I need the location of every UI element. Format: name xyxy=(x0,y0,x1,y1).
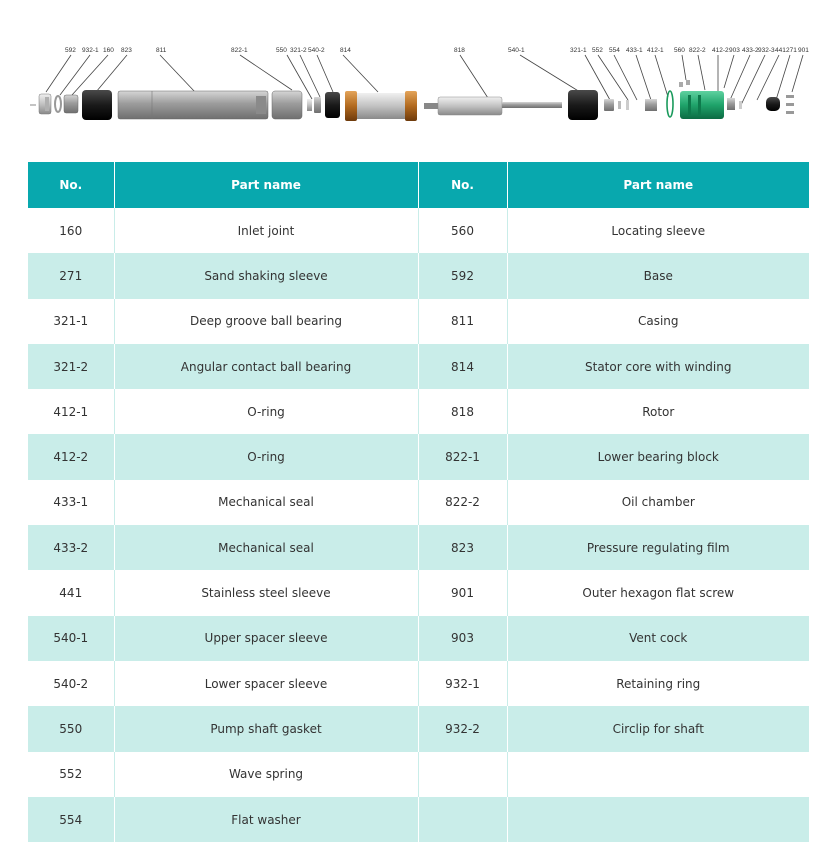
table-row xyxy=(28,389,809,434)
pump-parts xyxy=(30,80,794,121)
callout-540-2: 540-2 xyxy=(308,47,325,54)
pump-shaft-gasket-part xyxy=(307,99,312,111)
cell-part-name-2: Outer hexagon flat screw xyxy=(507,570,809,615)
header-no: No. xyxy=(28,162,114,208)
cell-part-name: Inlet joint xyxy=(114,208,418,253)
cell-no: 552 xyxy=(28,752,114,797)
wave-spring-part xyxy=(618,101,621,109)
cell-part-name-2: Rotor xyxy=(507,389,809,434)
callout-822-1: 822-1 xyxy=(231,47,248,54)
deep-groove-bearing-part xyxy=(604,99,614,111)
callout-160: 160 xyxy=(103,47,114,54)
screw-part xyxy=(786,95,794,98)
cell-part-name: O-ring xyxy=(114,434,418,479)
cell-part-name-2: Stator core with winding xyxy=(507,344,809,389)
cell-no-2: 818 xyxy=(418,389,507,434)
upper-spacer-sleeve-part xyxy=(568,90,598,120)
cell-part-name-2: Oil chamber xyxy=(507,480,809,525)
cell-part-name-2: Base xyxy=(507,253,809,298)
cell-no-2 xyxy=(418,752,507,797)
cell-no: 321-2 xyxy=(28,344,114,389)
exploded-view-diagram xyxy=(0,0,840,140)
cell-part-name: Pump shaft gasket xyxy=(114,706,418,751)
rotor-shaft-right xyxy=(502,102,562,108)
table-row xyxy=(28,208,809,253)
cell-no-2: 932-2 xyxy=(418,706,507,751)
table-row xyxy=(28,525,809,570)
cell-no-2: 932-1 xyxy=(418,661,507,706)
retaining-ring-part xyxy=(55,96,61,112)
callout-560: 560 xyxy=(674,47,685,54)
cell-no: 550 xyxy=(28,706,114,751)
flat-washer-part xyxy=(626,100,629,110)
callout-271: 271 xyxy=(786,47,797,54)
table-row xyxy=(28,752,809,797)
table-row xyxy=(28,706,809,751)
rotor-shaft-left xyxy=(424,103,438,109)
cell-no: 433-2 xyxy=(28,525,114,570)
lower-bearing-block-part xyxy=(272,91,302,119)
stainless-sleeve-part xyxy=(739,101,742,109)
cell-part-name-2: Vent cock xyxy=(507,616,809,661)
table-header-row xyxy=(28,162,809,208)
callout-321-2: 321-2 xyxy=(290,47,307,54)
callout-932-3: 932-3 xyxy=(758,47,775,54)
table-row xyxy=(28,480,809,525)
cell-part-name-2: Locating sleeve xyxy=(507,208,809,253)
lower-spacer-sleeve-part xyxy=(325,92,340,118)
oil-chamber-part xyxy=(680,91,724,119)
callout-554: 554 xyxy=(609,47,620,54)
sand-shaking-sleeve-part xyxy=(766,97,780,111)
table-row xyxy=(28,661,809,706)
cell-no: 412-1 xyxy=(28,389,114,434)
locating-sleeve-part xyxy=(679,82,683,87)
cell-no-2: 814 xyxy=(418,344,507,389)
cell-no: 554 xyxy=(28,797,114,842)
cell-no: 540-1 xyxy=(28,616,114,661)
table-row xyxy=(28,344,809,389)
callout-552: 552 xyxy=(592,47,603,54)
rotor-part xyxy=(438,97,502,115)
cell-no: 412-2 xyxy=(28,434,114,479)
callout-823: 823 xyxy=(121,47,132,54)
cell-part-name: Sand shaking sleeve xyxy=(114,253,418,298)
callout-labels xyxy=(65,47,809,54)
cell-no-2: 822-1 xyxy=(418,434,507,479)
stator-winding-right xyxy=(405,91,417,121)
cell-part-name: O-ring xyxy=(114,389,418,434)
cell-no: 160 xyxy=(28,208,114,253)
cell-part-name-2: Circlip for shaft xyxy=(507,706,809,751)
angular-bearing-part xyxy=(314,97,321,113)
cell-part-name-2: Lower bearing block xyxy=(507,434,809,479)
callout-932-1: 932-1 xyxy=(82,47,99,54)
cell-part-name-2: Retaining ring xyxy=(507,661,809,706)
callout-814: 814 xyxy=(340,47,351,54)
cell-no-2: 811 xyxy=(418,299,507,344)
mechanical-seal-1-part xyxy=(645,99,657,111)
callout-822-2: 822-2 xyxy=(689,47,706,54)
header-part-name-2: Part name xyxy=(507,162,809,208)
cell-part-name: Stainless steel sleeve xyxy=(114,570,418,615)
callout-412-2: 412-2 xyxy=(712,47,729,54)
inlet-joint-part xyxy=(64,95,78,113)
cell-no: 441 xyxy=(28,570,114,615)
callout-811: 811 xyxy=(156,47,167,54)
pressure-film-part xyxy=(82,90,112,120)
callout-441: 441 xyxy=(775,47,786,54)
cell-no-2 xyxy=(418,797,507,842)
cell-part-name: Wave spring xyxy=(114,752,418,797)
cell-part-name-2 xyxy=(507,752,809,797)
cell-part-name-2: Pressure regulating film xyxy=(507,525,809,570)
header-no-2: No. xyxy=(418,162,507,208)
cell-part-name: Angular contact ball bearing xyxy=(114,344,418,389)
cell-no-2: 560 xyxy=(418,208,507,253)
base-flange xyxy=(45,97,49,111)
table-row xyxy=(28,570,809,615)
cell-part-name: Deep groove ball bearing xyxy=(114,299,418,344)
cell-no: 433-1 xyxy=(28,480,114,525)
table-row xyxy=(28,253,809,298)
cell-part-name-2: Casing xyxy=(507,299,809,344)
cell-part-name: Flat washer xyxy=(114,797,418,842)
cell-no-2: 823 xyxy=(418,525,507,570)
callout-433-1: 433-1 xyxy=(626,47,643,54)
mechanical-seal-2-part xyxy=(727,98,735,110)
parts-table xyxy=(28,162,809,842)
cell-part-name-2 xyxy=(507,797,809,842)
cell-no-2: 903 xyxy=(418,616,507,661)
callout-321-1: 321-1 xyxy=(570,47,587,54)
table-row xyxy=(28,434,809,479)
cell-part-name: Lower spacer sleeve xyxy=(114,661,418,706)
cell-part-name: Mechanical seal xyxy=(114,525,418,570)
cell-no: 321-1 xyxy=(28,299,114,344)
stator-core-part xyxy=(357,93,405,119)
callout-592: 592 xyxy=(65,47,76,54)
table-row xyxy=(28,616,809,661)
callout-433-2: 433-2 xyxy=(742,47,759,54)
table-row xyxy=(28,299,809,344)
callout-903: 903 xyxy=(729,47,740,54)
callout-550: 550 xyxy=(276,47,287,54)
o-ring-1-part xyxy=(667,91,673,117)
callout-412-1: 412-1 xyxy=(647,47,664,54)
stator-winding-left xyxy=(345,91,357,121)
cell-part-name: Mechanical seal xyxy=(114,480,418,525)
cell-no: 540-2 xyxy=(28,661,114,706)
callout-901: 901 xyxy=(798,47,809,54)
callout-540-1: 540-1 xyxy=(508,47,525,54)
cell-no-2: 592 xyxy=(418,253,507,298)
header-part-name: Part name xyxy=(114,162,418,208)
table-row xyxy=(28,797,809,842)
cell-no: 271 xyxy=(28,253,114,298)
casing-part xyxy=(118,91,268,119)
cell-no-2: 822-2 xyxy=(418,480,507,525)
cell-no-2: 901 xyxy=(418,570,507,615)
casing-end xyxy=(256,96,266,114)
callout-818: 818 xyxy=(454,47,465,54)
cell-part-name: Upper spacer sleeve xyxy=(114,616,418,661)
